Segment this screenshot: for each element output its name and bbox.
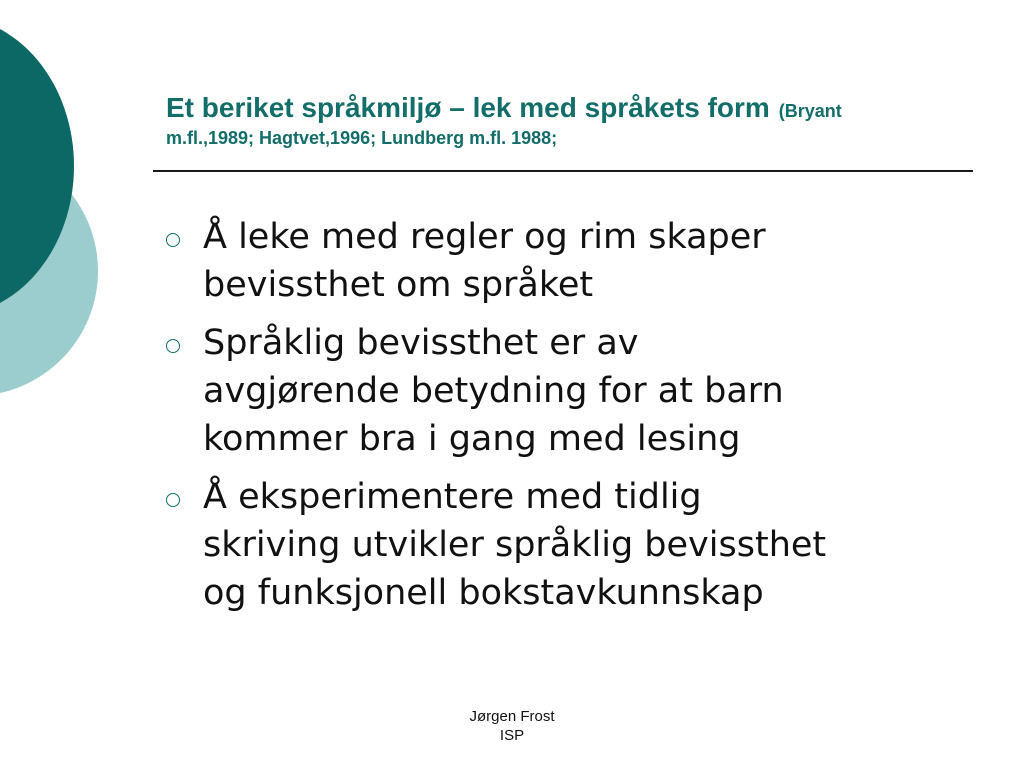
bullet-2-line-2: avgjørende betydning for at barn bbox=[203, 371, 784, 411]
title-reference-start: (Bryant bbox=[778, 101, 842, 121]
bullet-1-line-2: bevissthet om språket bbox=[203, 265, 594, 305]
bullet-3-line-3: og funksjonell bokstavkunnskap bbox=[203, 573, 764, 613]
hollow-circle-bullet-icon bbox=[166, 339, 180, 353]
footer-institution: ISP bbox=[499, 727, 525, 744]
title-reference-continuation: m.fl.,1989; Hagtvet,1996; Lundberg m.fl. 1988; bbox=[166, 128, 558, 148]
bullet-2-line-3: kommer bra i gang med lesing bbox=[203, 419, 741, 459]
bullet-item-2 bbox=[160, 319, 980, 463]
bullet-3-line-2: skriving utvikler språklig bevissthet bbox=[203, 525, 827, 565]
bullet-1-line-1: Å leke med regler og rim skaper bbox=[203, 217, 766, 257]
bullet-item-3 bbox=[160, 473, 980, 617]
bullet-3-line-1: Å eksperimentere med tidlig bbox=[203, 477, 702, 517]
hollow-circle-bullet-icon bbox=[166, 493, 180, 507]
title-main-text: Et beriket språkmiljø – lek med språkets form bbox=[166, 92, 770, 123]
hollow-circle-bullet-icon bbox=[166, 233, 180, 247]
bullet-2-line-1: Språklig bevissthet er av bbox=[203, 323, 639, 363]
bullet-item-1 bbox=[160, 213, 980, 309]
title-divider bbox=[153, 170, 973, 172]
slide-title bbox=[166, 88, 966, 149]
slide-footer bbox=[412, 707, 612, 745]
bullet-list bbox=[160, 213, 980, 627]
footer-author: Jørgen Frost bbox=[469, 708, 555, 725]
